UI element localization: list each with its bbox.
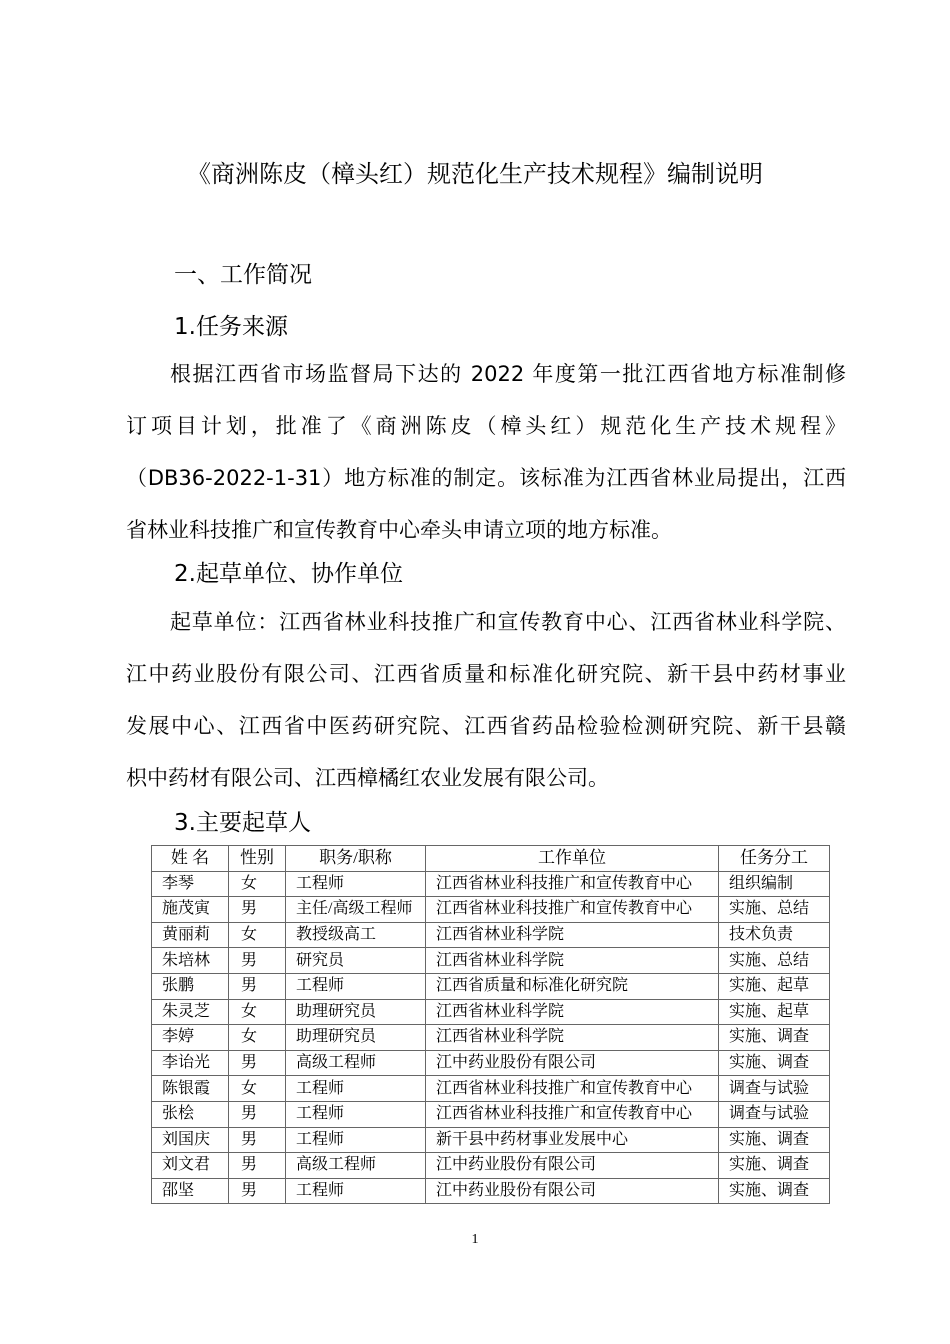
cell-work-unit: 江西省林业科技推广和宣传教育中心 — [426, 1076, 719, 1102]
cell-position: 高级工程师 — [286, 1050, 426, 1076]
cell-name: 朱灵芝 — [152, 999, 229, 1025]
cell-work-unit: 江西省林业科技推广和宣传教育中心 — [426, 871, 719, 897]
cell-gender: 男 — [229, 948, 286, 974]
cell-position: 工程师 — [286, 1178, 426, 1204]
cell-position: 高级工程师 — [286, 1153, 426, 1179]
subheading-task-source: 1.任务来源 — [174, 314, 288, 340]
cell-work-unit: 江中药业股份有限公司 — [426, 1153, 719, 1179]
cell-task: 实施、总结 — [719, 948, 830, 974]
cell-name: 邵坚 — [152, 1178, 229, 1204]
cell-work-unit: 江西省林业科技推广和宣传教育中心 — [426, 1101, 719, 1127]
table-body — [152, 871, 830, 1204]
section-heading-work-overview: 一、工作简况 — [174, 262, 312, 288]
cell-name: 李诒光 — [152, 1050, 229, 1076]
cell-gender: 女 — [229, 871, 286, 897]
paragraph-line: 省林业科技推广和宣传教育中心牵头申请立项的地方标准。 — [126, 518, 672, 542]
cell-gender: 男 — [229, 1153, 286, 1179]
cell-work-unit: 江中药业股份有限公司 — [426, 1050, 719, 1076]
cell-gender: 女 — [229, 922, 286, 948]
table-row — [152, 1050, 830, 1076]
cell-work-unit: 江西省质量和标准化研究院 — [426, 973, 719, 999]
cell-task: 调查与试验 — [719, 1101, 830, 1127]
drafters-table — [151, 845, 830, 1204]
cell-gender: 女 — [229, 999, 286, 1025]
paragraph-task-source — [126, 348, 846, 556]
cell-gender: 男 — [229, 1127, 286, 1153]
cell-name: 李琴 — [152, 871, 229, 897]
table-row — [152, 973, 830, 999]
cell-gender: 男 — [229, 1050, 286, 1076]
cell-gender: 女 — [229, 1076, 286, 1102]
cell-task: 实施、总结 — [719, 897, 830, 923]
column-header-gender: 性别 — [229, 846, 286, 872]
table-row — [152, 1025, 830, 1051]
table-row — [152, 922, 830, 948]
paragraph-line: 根据江西省市场监督局下达的 2022 年度第一批江西省地方标准制修 — [170, 362, 846, 386]
cell-name: 张桧 — [152, 1101, 229, 1127]
cell-position: 工程师 — [286, 1101, 426, 1127]
cell-task: 调查与试验 — [719, 1076, 830, 1102]
column-header-name: 姓 名 — [152, 846, 229, 872]
cell-position: 工程师 — [286, 1076, 426, 1102]
document-title: 《商洲陈皮（樟头红）规范化生产技术规程》编制说明 — [187, 160, 763, 188]
paragraph-line: 起草单位：江西省林业科技推广和宣传教育中心、江西省林业科学院、 — [170, 610, 846, 634]
paragraph-line: 发展中心、江西省中医药研究院、江西省药品检验检测研究院、新干县赣 — [126, 714, 846, 738]
table-row — [152, 1101, 830, 1127]
table-row — [152, 1076, 830, 1102]
table-row — [152, 1127, 830, 1153]
paragraph-line: 江中药业股份有限公司、江西省质量和标准化研究院、新干县中药材事业 — [126, 662, 846, 686]
table-row — [152, 871, 830, 897]
table-row — [152, 1153, 830, 1179]
cell-work-unit: 江西省林业科技推广和宣传教育中心 — [426, 897, 719, 923]
cell-gender: 男 — [229, 1101, 286, 1127]
cell-task: 实施、调查 — [719, 1127, 830, 1153]
cell-name: 刘国庆 — [152, 1127, 229, 1153]
paragraph-line: 枳中药材有限公司、江西樟橘红农业发展有限公司。 — [126, 766, 609, 790]
cell-gender: 男 — [229, 1178, 286, 1204]
cell-task: 实施、调查 — [719, 1025, 830, 1051]
cell-position: 助理研究员 — [286, 999, 426, 1025]
cell-position: 工程师 — [286, 973, 426, 999]
cell-position: 教授级高工 — [286, 922, 426, 948]
column-header-position: 职务/职称 — [286, 846, 426, 872]
table-row — [152, 1178, 830, 1204]
cell-task: 组织编制 — [719, 871, 830, 897]
cell-task: 实施、调查 — [719, 1050, 830, 1076]
column-header-task: 任务分工 — [719, 846, 830, 872]
cell-task: 实施、调查 — [719, 1153, 830, 1179]
cell-task: 实施、调查 — [719, 1178, 830, 1204]
cell-task: 实施、起草 — [719, 973, 830, 999]
table-row — [152, 948, 830, 974]
table-row — [152, 999, 830, 1025]
cell-gender: 男 — [229, 973, 286, 999]
cell-work-unit: 江西省林业科学院 — [426, 1025, 719, 1051]
cell-name: 朱培林 — [152, 948, 229, 974]
cell-work-unit: 新干县中药材事业发展中心 — [426, 1127, 719, 1153]
cell-work-unit: 江西省林业科学院 — [426, 999, 719, 1025]
page-number: 1 — [471, 1232, 479, 1247]
paragraph-line: 订项目计划，批准了《商洲陈皮（樟头红）规范化生产技术规程》 — [126, 414, 846, 438]
paragraph-drafting-units — [126, 596, 846, 804]
cell-position: 研究员 — [286, 948, 426, 974]
subheading-drafting-units: 2.起草单位、协作单位 — [174, 561, 403, 587]
cell-position: 工程师 — [286, 871, 426, 897]
cell-position: 主任/高级工程师 — [286, 897, 426, 923]
paragraph-line: （DB36-2022-1-31）地方标准的制定。该标准为江西省林业局提出，江西 — [126, 466, 846, 490]
cell-position: 工程师 — [286, 1127, 426, 1153]
cell-gender: 男 — [229, 897, 286, 923]
cell-task: 技术负责 — [719, 922, 830, 948]
cell-task: 实施、起草 — [719, 999, 830, 1025]
cell-name: 陈银霞 — [152, 1076, 229, 1102]
table-row — [152, 897, 830, 923]
cell-name: 李婷 — [152, 1025, 229, 1051]
cell-position: 助理研究员 — [286, 1025, 426, 1051]
cell-work-unit: 江中药业股份有限公司 — [426, 1178, 719, 1204]
cell-work-unit: 江西省林业科学院 — [426, 948, 719, 974]
table-header-row — [152, 846, 830, 872]
cell-name: 施茂寅 — [152, 897, 229, 923]
subheading-main-drafters: 3.主要起草人 — [174, 810, 311, 836]
cell-gender: 女 — [229, 1025, 286, 1051]
cell-work-unit: 江西省林业科学院 — [426, 922, 719, 948]
column-header-work-unit: 工作单位 — [426, 846, 719, 872]
cell-name: 张鹏 — [152, 973, 229, 999]
cell-name: 刘文君 — [152, 1153, 229, 1179]
cell-name: 黄丽莉 — [152, 922, 229, 948]
